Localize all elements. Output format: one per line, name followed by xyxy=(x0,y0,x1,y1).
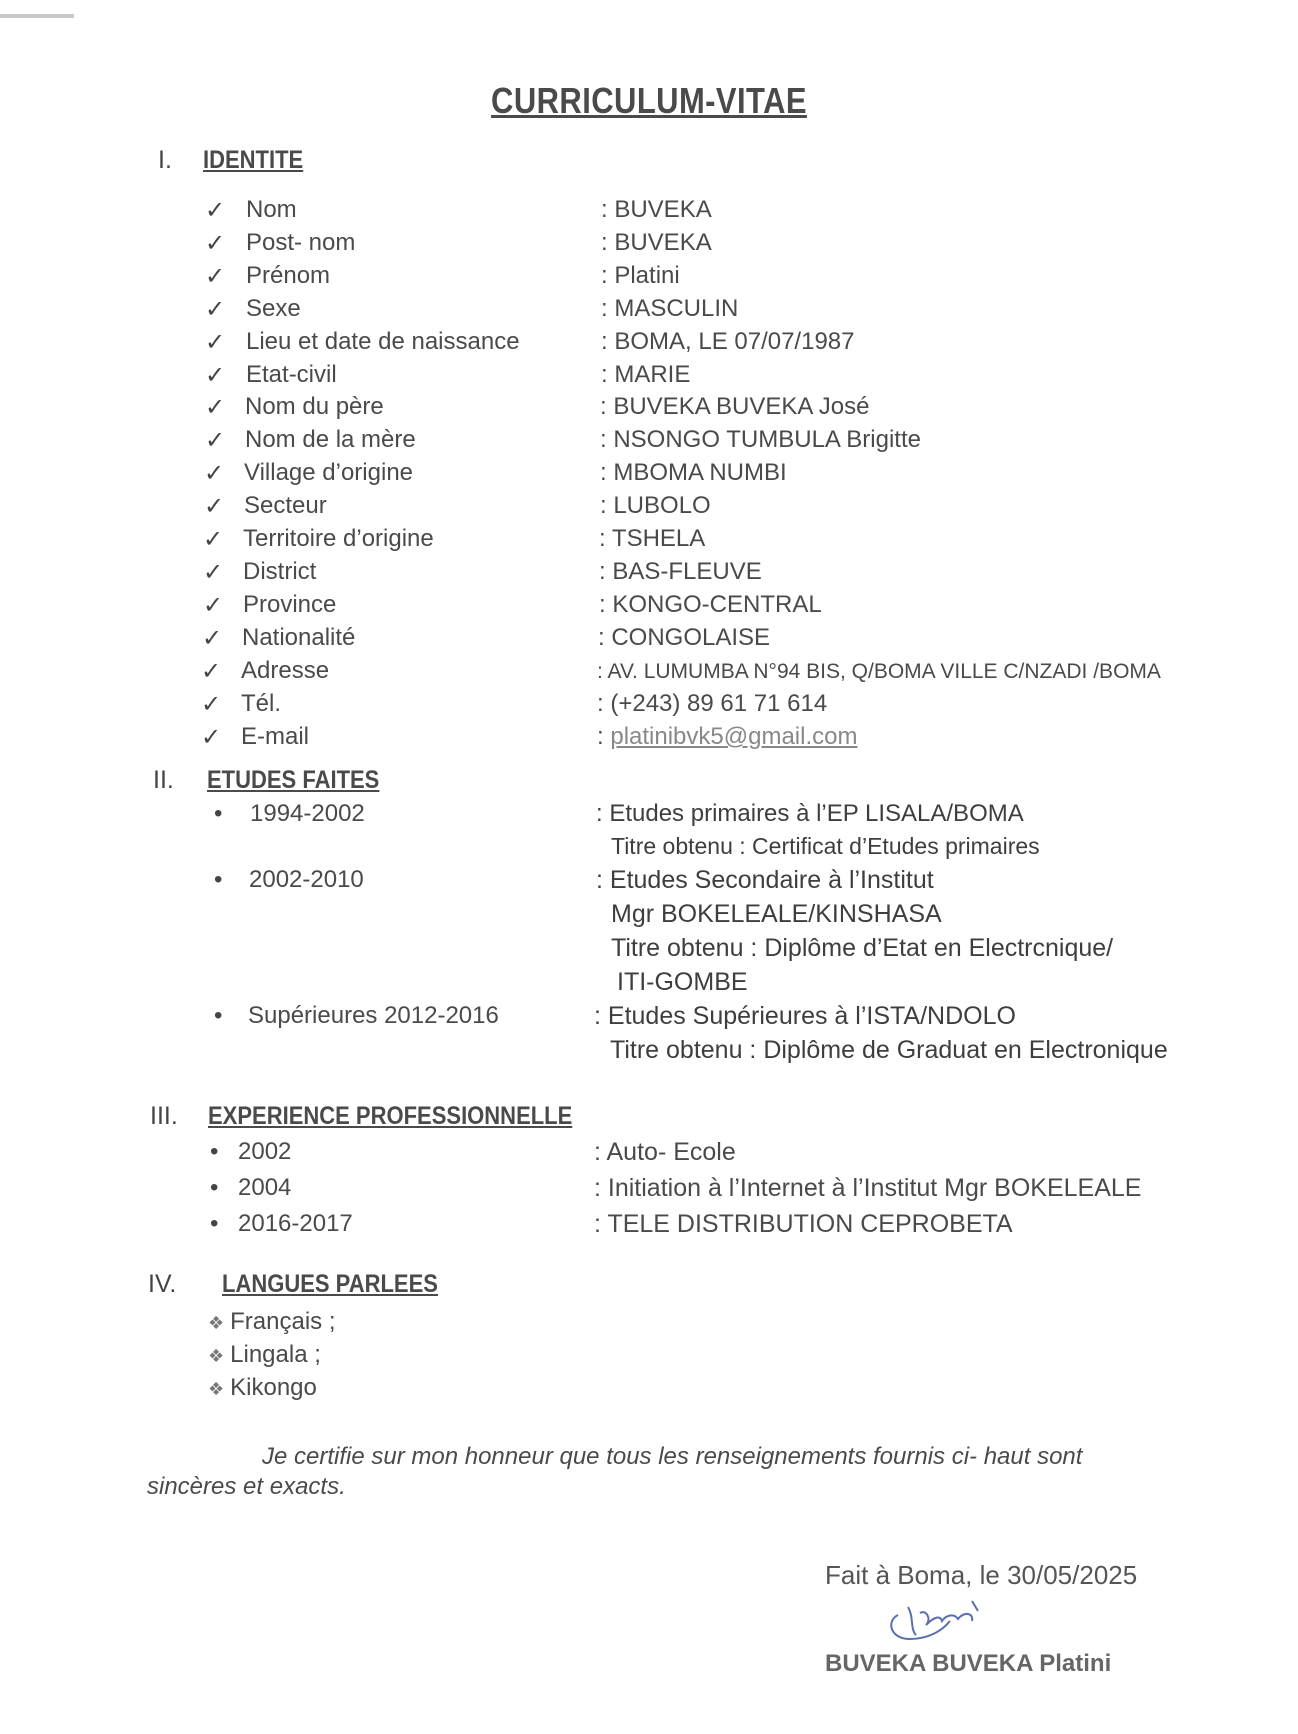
check-icon: ✓ xyxy=(202,625,223,652)
check-icon: ✓ xyxy=(201,658,222,685)
identity-value: : MASCULIN xyxy=(601,295,739,322)
check-icon: ✓ xyxy=(205,362,226,389)
study-line: Mgr BOKELEALE/KINSHASA xyxy=(611,900,942,928)
identity-label: Sexe xyxy=(246,295,301,322)
identity-row-naissance xyxy=(0,328,1298,360)
check-icon: ✓ xyxy=(201,691,222,718)
check-icon: ✓ xyxy=(204,493,225,520)
language-item xyxy=(208,1374,317,1402)
check-icon: ✓ xyxy=(201,724,222,751)
identity-label: Nom du père xyxy=(245,393,384,420)
language-name: Lingala ; xyxy=(230,1341,321,1368)
section-heading-experience: EXPERIENCE PROFESSIONNELLE xyxy=(208,1102,573,1130)
identity-row-tel xyxy=(0,690,1298,722)
identity-value xyxy=(597,723,857,751)
section-heading-studies: ETUDES FAITES xyxy=(207,766,380,794)
signatory-name: BUVEKA BUVEKA Platini xyxy=(825,1650,1112,1677)
study-item xyxy=(0,800,1298,832)
identity-value: : MARIE xyxy=(601,361,691,388)
identity-value: : BUVEKA BUVEKA José xyxy=(600,393,870,420)
document-title: CURRICULUM-VITAE xyxy=(491,80,807,121)
experience-year: 2004 xyxy=(238,1174,292,1201)
language-item xyxy=(208,1308,336,1336)
bullet-icon: • xyxy=(214,800,223,827)
identity-value: : AV. LUMUMBA N°94 BIS, Q/BOMA VILLE C/NZADI /BOMA xyxy=(597,660,1161,683)
certification-line-2: sincères et exacts. xyxy=(147,1473,346,1500)
certification-line-1: Je certifie sur mon honneur que tous les renseignements fournis ci- haut sont xyxy=(262,1443,1083,1470)
language-name: Français ; xyxy=(230,1308,336,1335)
check-icon: ✓ xyxy=(204,460,225,487)
identity-row-secteur xyxy=(0,492,1298,524)
bullet-icon: • xyxy=(210,1138,219,1165)
identity-row-etat-civil xyxy=(0,361,1298,393)
study-item-line xyxy=(0,1036,1298,1068)
identity-label: Lieu et date de naissance xyxy=(246,328,520,355)
check-icon: ✓ xyxy=(205,230,226,257)
study-line: : Etudes Secondaire à l’Institut xyxy=(596,866,934,894)
identity-label: Village d’origine xyxy=(244,459,414,486)
bullet-icon: • xyxy=(210,1174,219,1201)
identity-row-prenom xyxy=(0,262,1298,294)
language-name: Kikongo xyxy=(230,1374,317,1401)
identity-value: : (+243) 89 61 71 614 xyxy=(597,690,828,717)
scan-edge-mark xyxy=(0,14,74,18)
identity-row-email xyxy=(0,723,1298,755)
experience-year: 2016-2017 xyxy=(238,1210,353,1237)
identity-label: Territoire d’origine xyxy=(243,525,434,552)
identity-value: : BUVEKA xyxy=(601,196,712,223)
diamond-bullet-icon: ❖ xyxy=(208,1379,225,1399)
experience-year: 2002 xyxy=(238,1138,292,1165)
section-number-identity: I. xyxy=(158,146,172,174)
check-icon: ✓ xyxy=(203,526,224,553)
identity-value: : CONGOLAISE xyxy=(598,624,771,651)
study-line: Titre obtenu : Certificat d’Etudes primaires xyxy=(611,833,1040,859)
check-icon: ✓ xyxy=(205,427,226,454)
study-period: 2002-2010 xyxy=(249,866,364,893)
identity-row-adresse xyxy=(0,657,1298,689)
identity-label: Nationalité xyxy=(242,624,356,651)
check-icon: ✓ xyxy=(205,263,226,290)
identity-value: : Platini xyxy=(601,262,680,289)
identity-row-nom xyxy=(0,196,1298,228)
section-number-experience: III. xyxy=(150,1102,178,1130)
study-item xyxy=(0,866,1298,898)
section-number-languages: IV. xyxy=(148,1270,177,1298)
check-icon: ✓ xyxy=(205,329,226,356)
identity-label: Province xyxy=(243,591,337,618)
identity-row-province xyxy=(0,591,1298,623)
identity-label: Nom xyxy=(246,196,297,223)
identity-row-pere xyxy=(0,393,1298,425)
bullet-icon: • xyxy=(214,866,223,893)
study-line: : Etudes Supérieures à l’ISTA/NDOLO xyxy=(594,1002,1016,1030)
identity-label: Post- nom xyxy=(246,229,356,256)
email-link[interactable]: platinibvk5@gmail.com xyxy=(610,723,858,750)
identity-row-post-nom xyxy=(0,229,1298,261)
identity-label: Secteur xyxy=(244,492,327,519)
study-item-line xyxy=(0,934,1298,966)
experience-desc: : Auto- Ecole xyxy=(594,1138,736,1166)
identity-label: District xyxy=(243,558,317,585)
identity-row-district xyxy=(0,558,1298,590)
study-period: Supérieures 2012-2016 xyxy=(248,1002,499,1029)
study-line: Titre obtenu : Diplôme d’Etat en Electrcnique/ xyxy=(611,934,1114,962)
identity-row-territoire xyxy=(0,525,1298,557)
place-date: Fait à Boma, le 30/05/2025 xyxy=(825,1560,1138,1590)
study-period: 1994-2002 xyxy=(250,800,365,827)
study-item-line xyxy=(0,900,1298,932)
study-item xyxy=(0,1002,1298,1034)
language-item xyxy=(208,1341,321,1369)
diamond-bullet-icon: ❖ xyxy=(208,1346,225,1366)
section-heading-identity: IDENTITE xyxy=(203,146,304,174)
identity-value: : BAS-FLEUVE xyxy=(599,558,762,585)
email-prefix: : xyxy=(597,723,611,750)
experience-item xyxy=(0,1138,1298,1170)
identity-value: : KONGO-CENTRAL xyxy=(599,591,822,618)
experience-item xyxy=(0,1174,1298,1206)
diamond-bullet-icon: ❖ xyxy=(208,1313,225,1333)
study-line: : Etudes primaires à l’EP LISALA/BOMA xyxy=(596,800,1024,827)
identity-label: Etat-civil xyxy=(246,361,337,388)
check-icon: ✓ xyxy=(205,197,226,224)
bullet-icon: • xyxy=(210,1210,219,1237)
identity-label: Adresse xyxy=(241,657,330,684)
identity-label: Prénom xyxy=(246,262,331,289)
check-icon: ✓ xyxy=(203,559,224,586)
section-heading-languages: LANGUES PARLEES xyxy=(222,1270,438,1298)
identity-row-mere xyxy=(0,426,1298,458)
identity-label: E-mail xyxy=(241,723,310,750)
identity-value: : NSONGO TUMBULA Brigitte xyxy=(600,426,921,453)
check-icon: ✓ xyxy=(205,296,226,323)
identity-value: : BUVEKA xyxy=(601,229,712,256)
identity-label: Nom de la mère xyxy=(245,426,416,453)
section-number-studies: II. xyxy=(153,766,174,794)
identity-row-nationalite xyxy=(0,624,1298,656)
study-line: Titre obtenu : Diplôme de Graduat en Electronique xyxy=(610,1036,1168,1064)
identity-value: : BOMA, LE 07/07/1987 xyxy=(601,328,855,355)
handwritten-signature xyxy=(880,1595,1000,1655)
check-icon: ✓ xyxy=(205,394,226,421)
experience-desc: : TELE DISTRIBUTION CEPROBETA xyxy=(594,1210,1013,1238)
identity-value: : TSHELA xyxy=(599,525,706,552)
identity-row-sexe xyxy=(0,295,1298,327)
study-item-line xyxy=(0,833,1298,865)
identity-row-village xyxy=(0,459,1298,491)
experience-desc: : Initiation à l’Internet à l’Institut Mgr BOKELEALE xyxy=(594,1174,1142,1202)
bullet-icon: • xyxy=(214,1002,223,1029)
experience-item xyxy=(0,1210,1298,1242)
study-line: ITI-GOMBE xyxy=(617,968,748,996)
identity-value: : MBOMA NUMBI xyxy=(600,459,787,486)
study-item-line xyxy=(0,968,1298,1000)
check-icon: ✓ xyxy=(203,592,224,619)
identity-value: : LUBOLO xyxy=(600,492,711,519)
identity-label: Tél. xyxy=(241,690,282,717)
